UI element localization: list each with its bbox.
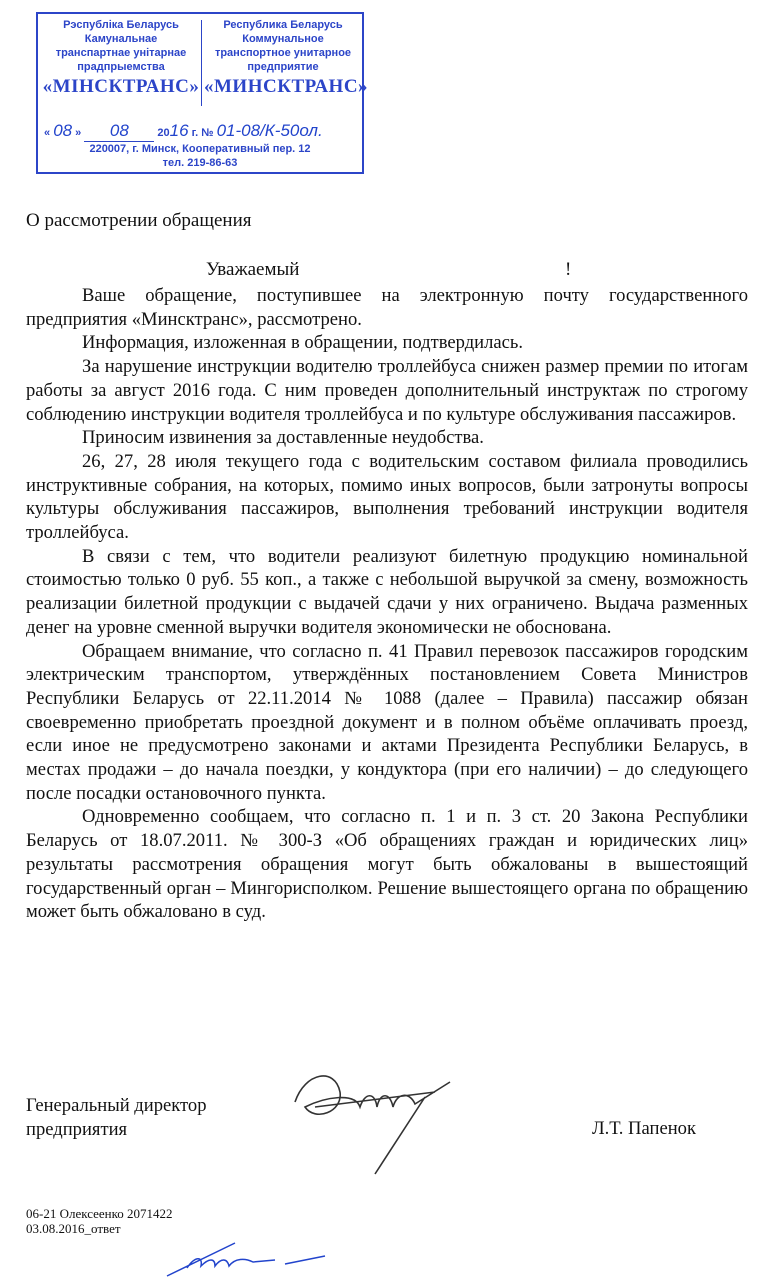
stamp-org-name: «МІНСКТРАНС»: [42, 76, 200, 97]
executor-line: 06-21 Олексеенко 2071422: [26, 1206, 173, 1221]
stamp-address-block: [38, 142, 362, 170]
stamp-line: прадпрыемства: [77, 61, 165, 73]
stamp-country-ru: Республика Беларусь: [223, 19, 343, 31]
greeting: Уважаемый: [206, 259, 300, 280]
stamp-month: 08: [109, 121, 129, 140]
stamp-line: транспартнае унітарнае: [55, 47, 187, 59]
paragraph: Обращаем внимание, что согласно п. 41 Правил перевозок пассажиров городским электрическим транспортом, утверждённых постановлением Совета Министров Республики Беларусь от 22.11.2014 № 1088 (далее – Правила) пассажир обязан своевременно приобретать проездной документ и в полном объёме оплачивать проезд, если иное не предусмотрено законами и актами Президента Республики Беларусь, в местах продажи – до начала поездки, у кондуктора (при его наличии) – до следующего после посадки остановочного пункта.: [26, 640, 748, 804]
stamp-line: Камунальнае: [84, 33, 158, 45]
stamp-left-column: [42, 18, 200, 97]
paragraph: Информация, изложенная в обращении, подтвердилась.: [82, 332, 524, 354]
initials-signature: [165, 1238, 335, 1280]
stamp-number: 01-08/К-50ол.: [216, 121, 323, 140]
stamp-phone: тел. 219-86-63: [162, 157, 238, 169]
signatory-name: Л.Т. Папенок: [592, 1118, 696, 1139]
stamp-line: Коммунальное: [242, 33, 324, 45]
paragraph: В связи с тем, что водители реализуют билетную продукцию номинальной стоимостью только 0 руб. 55 коп., а также с небольшой выручкой за смену, возможность реализации билетной продукции с выдачей сдачи у них ограничено. Выдача разменных денег на уровне сменной выручки водителя экономически не обоснована.: [26, 545, 748, 638]
stamp-year: 16: [169, 121, 189, 140]
stamp-day: 08: [53, 121, 73, 140]
stamp-year-prefix: 20: [157, 127, 170, 139]
file-line: 03.08.2016_ответ: [26, 1221, 121, 1236]
paragraph: 26, 27, 28 июля текущего года с водительским составом филиала проводились инструктивные собрания, на которых, помимо иных вопросов, были затронуты вопросы культуры обслуживания пассажиров, выполнения требований инструкции водителя троллейбуса.: [26, 450, 748, 544]
stamp-divider: [201, 20, 202, 106]
stamp-registration-line: « 08 » 08 2016 г. № 01-08/К-50ол.: [44, 121, 323, 140]
paragraph: Ваше обращение, поступившее на электронную почту государственного предприятия «Минсктранс», рассмотрено.: [26, 285, 748, 330]
executor-note: [26, 1206, 173, 1236]
paragraph: Одновременно сообщаем, что согласно п. 1 и п. 3 ст. 20 Закона Республики Беларусь от 18.07.2011. № 300-З «Об обращениях граждан и юридических лиц» результаты рассмотрения обращения могут быть обжалованы в вышестоящий государственный орган – Мингорисполком. Решение вышестоящего органа по обращению может быть обжаловано в суд.: [26, 806, 748, 923]
stamp-year-suffix: г. №: [191, 127, 214, 139]
letter-subject: О рассмотрении обращения: [26, 210, 252, 231]
signatory-title: [26, 1094, 207, 1141]
stamp-right-column: [204, 18, 369, 97]
stamp-line: предприятие: [247, 61, 319, 73]
greeting-end: !: [565, 259, 572, 280]
registration-stamp: [36, 12, 369, 174]
stamp-org-name: «МИНСКТРАНС»: [204, 76, 369, 97]
signatory-title-line: Генеральный директор: [26, 1095, 207, 1116]
paragraph: За нарушение инструкции водителю троллейбуса снижен размер премии по итогам работы за август 2016 года. С ним проведен дополнительный инструктаж по строгому соблюдению инструкции водителя троллейбуса и по культуре обслуживания пассажиров.: [26, 356, 748, 425]
handwritten-signature: [285, 1062, 465, 1177]
paragraph: Приносим извинения за доставленные неудобства.: [82, 427, 484, 449]
signatory-title-line: предприятия: [26, 1118, 128, 1140]
stamp-address: 220007, г. Минск, Кооперативный пер. 12: [89, 143, 311, 155]
stamp-line: транспортное унитарное: [214, 47, 352, 59]
stamp-country-by: Рэспубліка Беларусь: [63, 19, 179, 31]
letter-body: [26, 284, 748, 924]
